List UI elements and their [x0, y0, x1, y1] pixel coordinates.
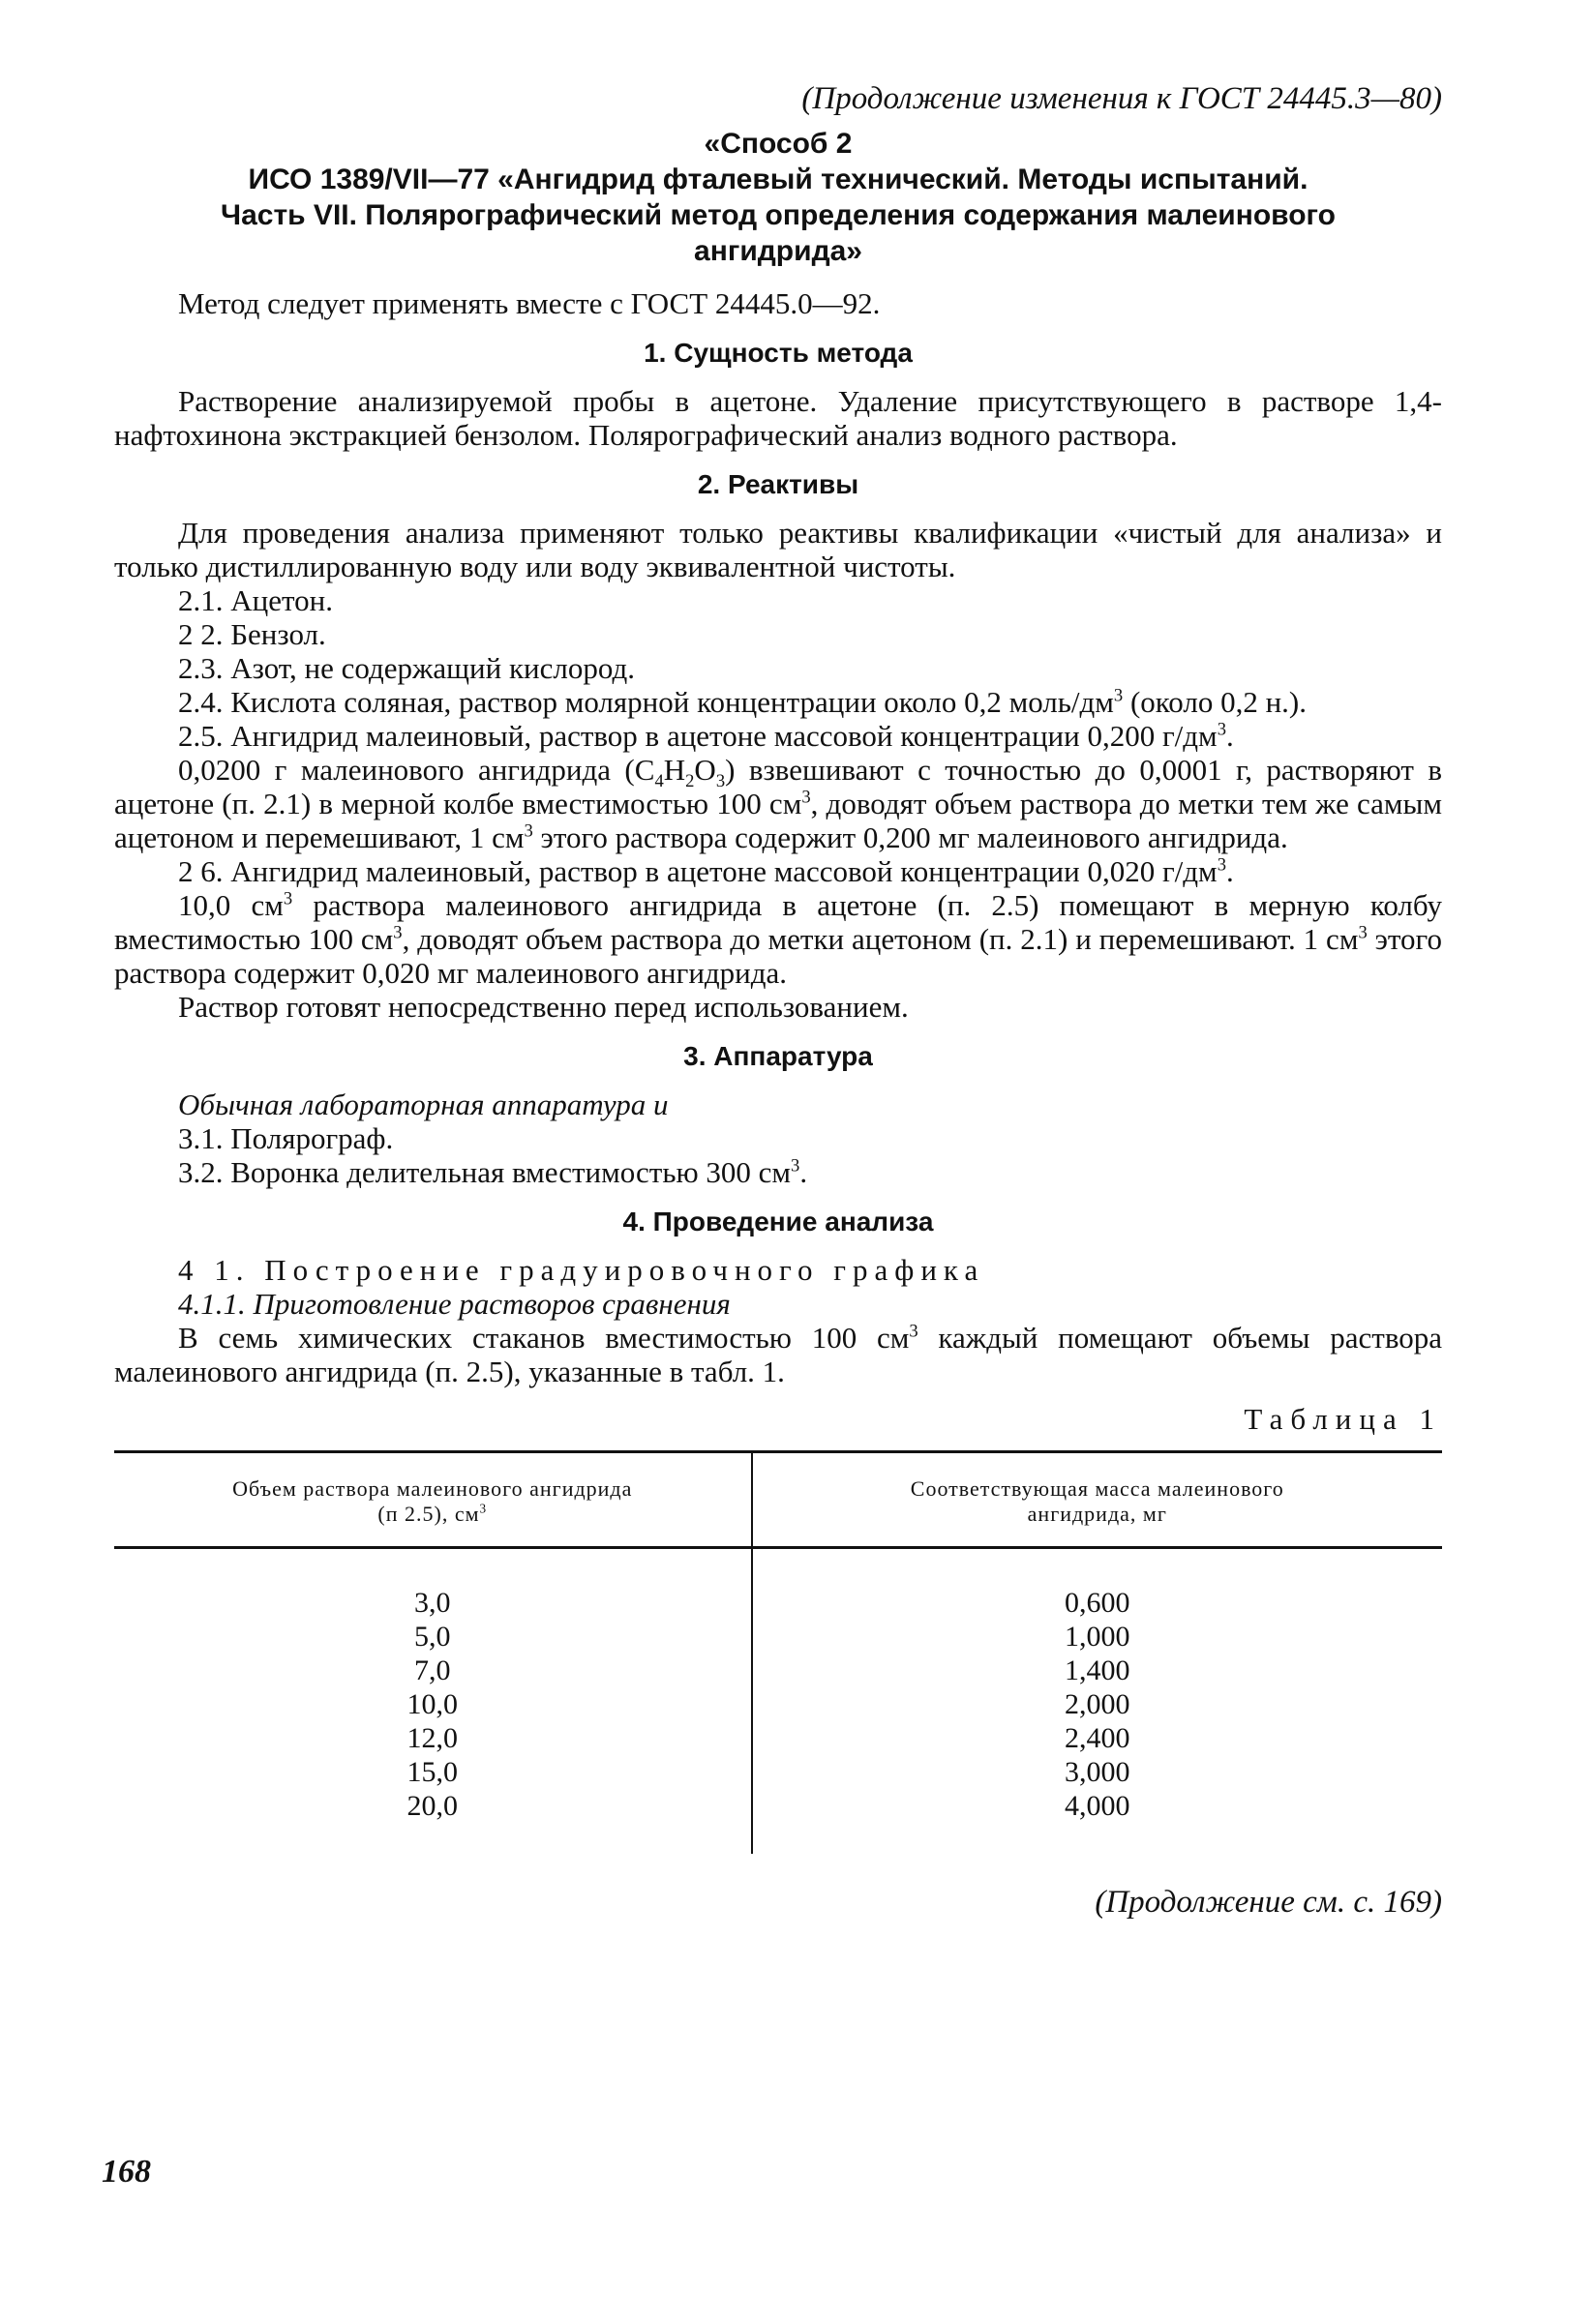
page-number: 168	[102, 2154, 151, 2190]
section-2-heading: 2. Реактивы	[697, 469, 859, 499]
cell-mass: 2,000	[1065, 1688, 1130, 1720]
cell-volume: 7,0	[114, 1654, 752, 1687]
item-3-1: 3.1. Полярограф.	[178, 1121, 394, 1155]
title-line-4: ангидрида»	[694, 235, 862, 267]
item-2-5-preparation: 0,0200 г малеинового ангидрида $(C_4H_2O_3)$ взвешивают с точностью до 0,0001 г, растворяют в ацетоне (п. 2.1) в мерной колбе вместимостью 100 $см^3$, доводят объем раствора до метки тем же самым ацетоном и перемешивают, 1 $см^3$ этого раствора содержит 0,200 мг малеинового ангидрида.	[114, 753, 1442, 854]
item-2-6: 2 6. Ангидрид малеиновый, раствор в ацетоне массовой концентрации 0,020 $г/дм^3$.	[178, 854, 1234, 888]
cell-volume: 12,0	[114, 1721, 752, 1755]
intro-paragraph: Метод следует применять вместе с ГОСТ 24445.0—92.	[178, 286, 881, 320]
table-row	[114, 1548, 1442, 1621]
title-line-1: «Способ 2	[704, 128, 853, 160]
item-3-2: 3.2. Воронка делительная вместимостью 300 $см^3$.	[178, 1155, 808, 1189]
table-row	[114, 1687, 1442, 1721]
column-header-mass: Соответствующая масса малеинового ангидрида, мг	[752, 1452, 1442, 1548]
cell-volume: 10,0	[114, 1687, 752, 1721]
method-title	[114, 126, 1442, 269]
cell-mass: 0,600	[1065, 1587, 1130, 1619]
section-2-intro: Для проведения анализа применяют только реактивы квалификации «чистый для анализа» и только дистиллированную воду или воду эквивалентной чистоты.	[114, 516, 1442, 583]
table-row	[114, 1755, 1442, 1789]
section-3-intro: Обычная лабораторная аппаратура и	[178, 1088, 669, 1121]
table-row	[114, 1721, 1442, 1755]
section-4-heading: 4. Проведение анализа	[622, 1207, 934, 1236]
table-caption: Таблица 1	[1244, 1402, 1442, 1436]
cell-mass: 1,000	[1065, 1621, 1130, 1653]
section-4-text: В семь химических стаканов вместимостью 100 $см^3$ каждый помещают объемы раствора малеинового ангидрида (п. 2.5), указанные в табл. 1.	[114, 1321, 1443, 1388]
calibration-table	[114, 1450, 1442, 1854]
cell-volume: 5,0	[114, 1620, 752, 1654]
section-2-note: Раствор готовят непосредственно перед использованием.	[178, 990, 909, 1024]
document-page	[114, 79, 1442, 1922]
cell-mass: 1,400	[1065, 1654, 1130, 1686]
section-3-heading: 3. Аппаратура	[683, 1041, 873, 1071]
continuation-footer: (Продолжение см. с. 169)	[1095, 1885, 1442, 1920]
item-2-6-preparation: 10,0 $см^3$ раствора малеинового ангидрида в ацетоне (п. 2.5) помещают в мерную колбу вместимостью 100 $см^3$, доводят объем раствора до метки ацетоном (п. 2.1) и перемешивают. 1 $см^3$ этого раствора содержит 0,020 мг малеинового ангидрида.	[114, 888, 1442, 990]
title-line-3: Часть VII. Полярографический метод определения содержания малеинового	[221, 199, 1336, 231]
item-2-4: 2.4. Кислота соляная, раствор молярной концентрации около 0,2 моль/$дм^3$ (около 0,2 н.).	[178, 685, 1307, 719]
item-2-5: 2.5. Ангидрид малеиновый, раствор в ацетоне массовой концентрации 0,200 $г/дм^3$.	[178, 719, 1234, 753]
cell-mass: 2,400	[1065, 1722, 1130, 1754]
item-2-2: 2 2. Бензол.	[178, 617, 326, 651]
item-4-1-1: 4.1.1. Приготовление растворов сравнения	[178, 1287, 731, 1321]
title-line-2: ИСО 1389/VII—77 «Ангидрид фталевый технический. Методы испытаний.	[248, 164, 1308, 195]
table-row	[114, 1620, 1442, 1654]
item-2-1: 2.1. Ацетон.	[178, 583, 333, 617]
cell-mass: 3,000	[1065, 1756, 1130, 1788]
cell-volume: 15,0	[114, 1755, 752, 1789]
column-header-volume: Объем раствора малеинового ангидрида (п 2.5), $см^3$	[114, 1452, 752, 1548]
continuation-header: (Продолжение изменения к ГОСТ 24445.3—80)	[801, 81, 1442, 116]
section-1-text: Растворение анализируемой пробы в ацетоне. Удаление присутствующего в растворе 1,4-нафтохинона экстракцией бензолом. Полярографический анализ водного раствора.	[114, 384, 1442, 452]
cell-volume: 20,0	[114, 1789, 752, 1854]
item-2-3: 2.3. Азот, не содержащий кислород.	[178, 651, 635, 685]
table-row	[114, 1654, 1442, 1687]
item-4-1: 4 1. Построение градуировочного графика	[178, 1253, 985, 1287]
cell-volume: 3,0	[114, 1548, 752, 1621]
cell-mass: 4,000	[1065, 1790, 1130, 1822]
section-1-heading: 1. Сущность метода	[644, 338, 913, 368]
table-row	[114, 1789, 1442, 1854]
table-header-row	[114, 1452, 1442, 1548]
